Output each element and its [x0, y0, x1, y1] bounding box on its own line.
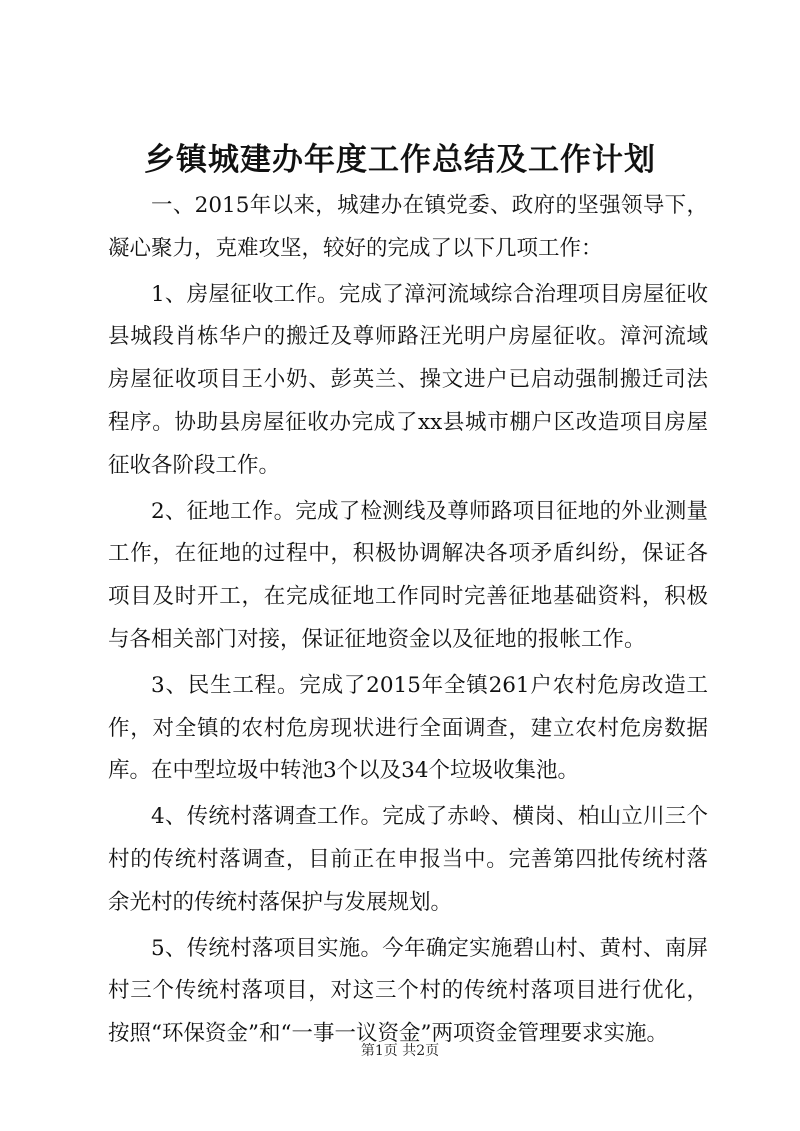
paragraph-house-expropriation: 1、房屋征收工作。完成了漳河流域综合治理项目房屋征收县城段肖栋华户的搬迁及尊师路汪光明户房屋征收。漳河流域房屋征收项目王小奶、彭英兰、操文进户已启动强制搬迁司法程序。协助县房屋征收办完成了xx县城市棚户区改造项目房屋征收各阶段工作。 [108, 281, 708, 478]
page-number-footer: 第1页 共2页 [360, 1043, 440, 1059]
paragraph-livelihood-project: 3、民生工程。完成了2015年全镇261户农村危房改造工作，对全镇的农村危房现状进行全面调查，建立农村危房数据库。在中型垃圾中转池3个以及34个垃圾收集池。 [108, 672, 708, 784]
document-body [108, 185, 708, 1059]
paragraph-village-project: 5、传统村落项目实施。今年确定实施碧山村、黄村、南屏村三个传统村落项目，对这三个村的传统村落项目进行优化，按照“环保资金”和“一事一议资金”两项资金管理要求实施。 [108, 935, 708, 1047]
paragraph-village-survey: 4、传统村落调查工作。完成了赤岭、横岗、柏山立川三个村的传统村落调查，目前正在申报当中。完善第四批传统村落余光村的传统村落保护与发展规划。 [108, 804, 708, 915]
paragraph-land-acquisition: 2、征地工作。完成了检测线及尊师路项目征地的外业测量工作，在征地的过程中，积极协调解决各项矛盾纠纷，保证各项目及时开工，在完成征地工作同时完善征地基础资料，积极与各相关部门对接，保证征地资金以及征地的报帐工作。 [108, 498, 708, 652]
paragraph-intro: 一、2015年以来，城建办在镇党委、政府的坚强领导下，凝心聚力，克难攻坚，较好的完成了以下几项工作： [108, 193, 708, 261]
document-title: 乡镇城建办年度工作总结及工作计划 [144, 142, 656, 178]
